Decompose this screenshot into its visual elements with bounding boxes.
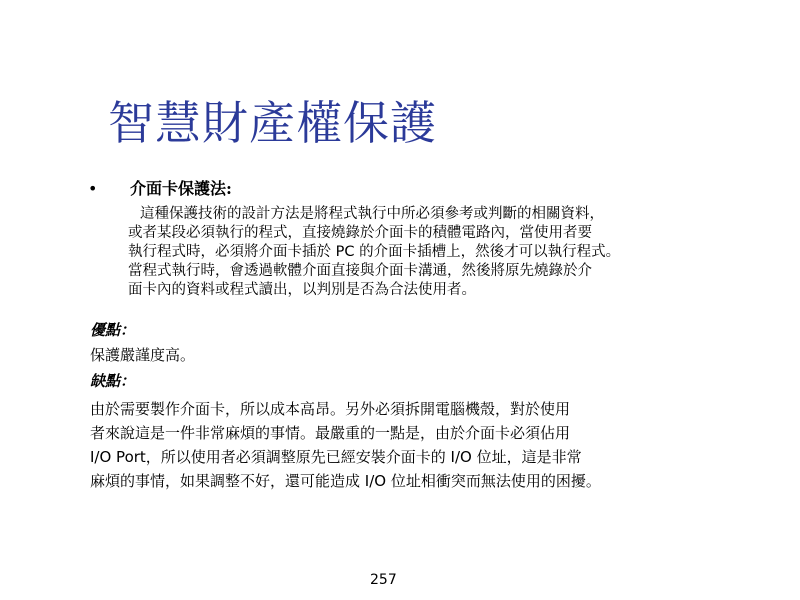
cons-line: 者來說這是一件非常麻煩的事情。最嚴重的一點是，由於介面卡必須佔用 (90, 424, 571, 442)
section-heading: 介面卡保護法: (130, 179, 232, 198)
description-line: 或者某段必須執行的程式，直接燒錄於介面卡的積體電路內，當使用者要 (128, 225, 592, 241)
cons-line: 由於需要製作介面卡，所以成本高昂。另外必須拆開電腦機殼，對於使用 (90, 400, 571, 418)
description-line: 執行程式時，必須將介面卡插於 PC 的介面卡插槽上，然後才可以執行程式。 (128, 244, 621, 260)
cons-label: 缺點： (90, 372, 136, 390)
cons-line: 麻煩的事情，如果調整不好，還可能造成 I/O 位址相衝突而無法使用的困擾。 (90, 472, 601, 490)
cons-line: I/O Port，所以使用者必須調整原先已經安裝介面卡的 I/O 位址，這是非常 (90, 448, 582, 466)
pros-text: 保護嚴謹度高。 (90, 346, 196, 364)
description-paragraph (128, 205, 728, 300)
slide-title: 智慧財產權保護 (108, 96, 437, 150)
cons-paragraph (90, 397, 601, 493)
description-line: 這種保護技術的設計方法是將程式執行中所必須參考或判斷的相關資料， (140, 206, 604, 222)
description-line: 當程式執行時，會透過軟體介面直接與介面卡溝通，然後將原先燒錄於介 (128, 263, 592, 279)
pros-label: 優點： (90, 321, 136, 339)
bullet-icon: • (88, 179, 98, 198)
page-number: 257 (370, 572, 397, 588)
description-line: 面卡內的資料或程式讀出，以判別是否為合法使用者。 (128, 282, 476, 298)
